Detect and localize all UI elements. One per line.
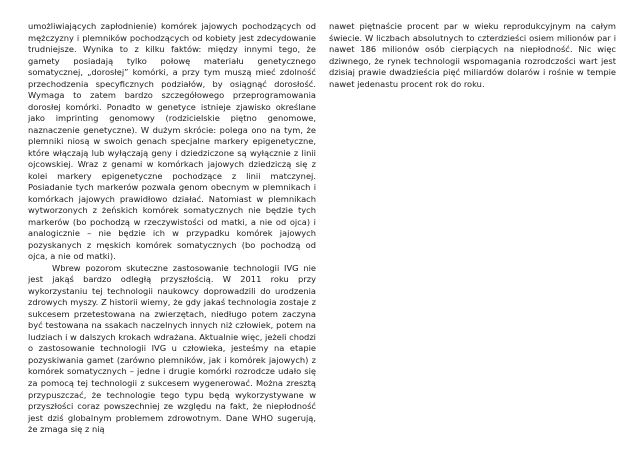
right-page-text-column <box>329 21 616 90</box>
left-paragraph-2: Wbrew pozorom skuteczne zastosowanie technologii IVG nie jest jakąś bardzo odległą przyszłością. W 2011 roku przy wykorzystaniu tej technologii naukowcy doprowadzili do urodzenia zdrowych myszy. Z historii wiemy, że gdy jakaś technologia zostaje z sukcesem przetestowana na zwierzętach, niedługo potem zaczyna być testowana na ssakach naczelnych innych niż człowiek, potem na ludziach i w dalszych krokach wdrażana. Aktualnie więc, jeżeli chodzi o zastosowanie technologii IVG u człowieka, jesteśmy na etapie pozyskiwania gamet (zarówno plemników, jak i komórek jajowych) z komórek somatycznych – jedne i drugie komórki rozrodcze udało się za pomocą tej technologii z sukcesem wygenerować. Można zresztą przypuszczać, że technologie tego typu będą wykorzystywane w przyszłości coraz powszechniej ze względu na fakt, że niepłodność jest dziś globalnym problemem zdrowotnym. Dane WHO sugerują, że zmaga się z nią <box>28 262 316 435</box>
left-page-text-column <box>28 21 316 436</box>
left-paragraph-1: umożliwiających zapłodnienie) komórek jajowych pochodzących od mężczyzny i plemników pochodzących od kobiety jest zdecydowanie trudniejsze. Wynika to z kilku faktów: między innymi tego, że gamety posiadają tylko połowę materiału genetycznego somatycznej, „dorosłej” komórki, a przy tym muszą mieć zdolność przechodzenia specyficznych podziałów, by osiągnąć dorosłość. Wymaga to zatem bardzo szczegółowego przeprogramowania dorosłej komórki. Ponadto w genetyce istnieje zjawisko określane jako imprinting genomowy (rodzicielskie piętno genomowe, naznaczenie genetyczne). W dużym skrócie: polega ono na tym, że plemniki niosą w swoich genach specjalne markery epigenetyczne, które włączają lub wyłączają geny i dziedziczone są wyłącznie z linii ojcowskiej. Wraz z genami w komórkach jajowych dziedziczą się z kolei markery epigenetyczne pochodzące z linii matczynej. Posiadanie tych markerów pozwala genom obecnym w plemnikach i komórkach jajowych prawidłowo działać. Natomiast w plemnikach wytworzonych z żeńskich komórek somatycznych nie będzie tych markerów (bo pochodzą w rzeczywistości od matki, a nie od ojca) i analogicznie – nie będzie ich w przypadku komórek jajowych pozyskanych z męskich komórek somatycznych (bo pochodzą od ojca, a nie od matki). <box>28 21 316 262</box>
right-paragraph-1: nawet piętnaście procent par w wieku reprodukcyjnym na całym świecie. W liczbach absolutnych to czterdzieści osiem milionów par i nawet 186 milionów osób cierpiących na niepłodność. Nic więc dziwnego, że rynek technologii wspomagania rozrodczości wart jest dzisiaj prawie dwadzieścia pięć miliardów dolarów i rośnie w tempie nawet jedenastu procent rok do roku. <box>329 21 616 89</box>
